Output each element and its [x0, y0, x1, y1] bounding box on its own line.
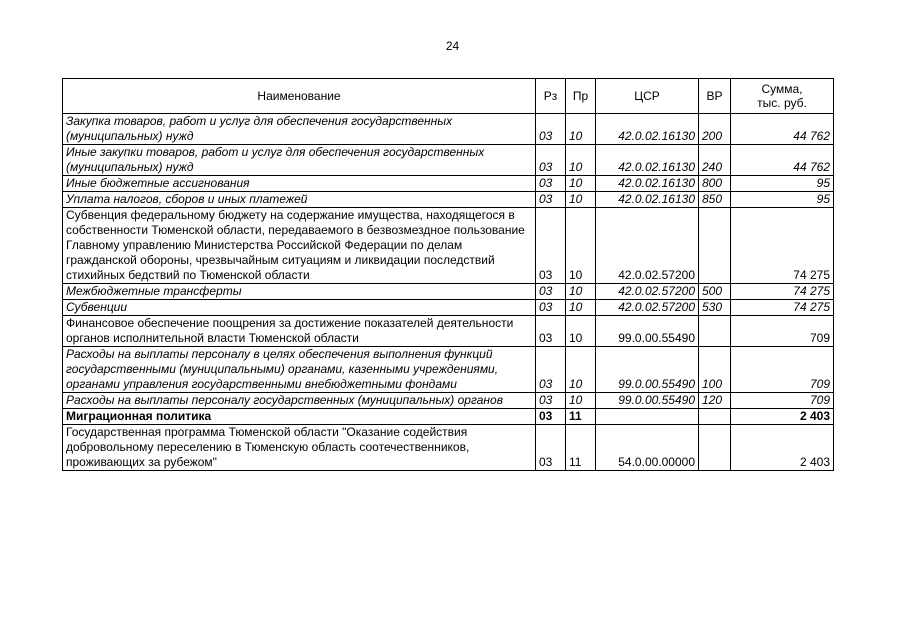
row-sum: 44 762 — [731, 114, 834, 145]
header-pr: Пр — [566, 79, 596, 114]
row-csr: 42.0.02.16130 — [596, 145, 699, 176]
row-name: Миграционная политика — [63, 409, 536, 425]
row-rz: 03 — [536, 114, 566, 145]
row-name: Государственная программа Тюменской области "Оказание содействия добровольному переселению в Тюменскую область соотечественников, проживающих за рубежом" — [63, 425, 536, 471]
row-pr: 10 — [566, 316, 596, 347]
row-csr: 99.0.00.55490 — [596, 393, 699, 409]
row-vr: 100 — [699, 347, 731, 393]
row-sum: 74 275 — [731, 284, 834, 300]
header-rz: Рз — [536, 79, 566, 114]
row-rz: 03 — [536, 208, 566, 284]
row-vr: 850 — [699, 192, 731, 208]
table-row — [63, 300, 834, 316]
row-pr: 10 — [566, 145, 596, 176]
row-vr — [699, 208, 731, 284]
row-pr: 10 — [566, 208, 596, 284]
row-sum: 709 — [731, 316, 834, 347]
table-row — [63, 347, 834, 393]
row-vr: 200 — [699, 114, 731, 145]
table-row — [63, 208, 834, 284]
table-row — [63, 114, 834, 145]
row-csr — [596, 409, 699, 425]
row-name: Субвенции — [63, 300, 536, 316]
row-name: Уплата налогов, сборов и иных платежей — [63, 192, 536, 208]
row-vr — [699, 316, 731, 347]
row-name: Расходы на выплаты персоналу государственных (муниципальных) органов — [63, 393, 536, 409]
row-vr: 800 — [699, 176, 731, 192]
row-rz: 03 — [536, 316, 566, 347]
table-row — [63, 316, 834, 347]
row-pr: 10 — [566, 300, 596, 316]
row-pr: 10 — [566, 192, 596, 208]
table-row — [63, 409, 834, 425]
row-name: Финансовое обеспечение поощрения за достижение показателей деятельности органов исполнительной власти Тюменской области — [63, 316, 536, 347]
table-row — [63, 145, 834, 176]
row-csr: 42.0.02.16130 — [596, 192, 699, 208]
row-sum: 2 403 — [731, 425, 834, 471]
row-sum: 709 — [731, 347, 834, 393]
row-vr: 530 — [699, 300, 731, 316]
row-sum: 95 — [731, 192, 834, 208]
table-row — [63, 425, 834, 471]
row-sum: 74 275 — [731, 300, 834, 316]
row-sum: 95 — [731, 176, 834, 192]
row-csr: 42.0.02.57200 — [596, 284, 699, 300]
row-rz: 03 — [536, 192, 566, 208]
row-sum: 74 275 — [731, 208, 834, 284]
row-vr — [699, 425, 731, 471]
row-rz: 03 — [536, 300, 566, 316]
row-vr: 240 — [699, 145, 731, 176]
row-rz: 03 — [536, 145, 566, 176]
row-rz: 03 — [536, 284, 566, 300]
row-csr: 99.0.00.55490 — [596, 347, 699, 393]
header-csr: ЦСР — [596, 79, 699, 114]
row-csr: 42.0.02.57200 — [596, 300, 699, 316]
row-name: Расходы на выплаты персоналу в целях обеспечения выполнения функций государственными (муниципальными) органами, казенными учреждениями, органами управления государственными внебюджетными фондами — [63, 347, 536, 393]
header-sum-line1: Сумма, — [761, 82, 803, 96]
header-sum-line2: тыс. руб. — [757, 96, 807, 110]
header-name: Наименование — [63, 79, 536, 114]
table-row — [63, 284, 834, 300]
row-rz: 03 — [536, 176, 566, 192]
row-vr: 500 — [699, 284, 731, 300]
row-sum: 2 403 — [731, 409, 834, 425]
row-csr: 99.0.00.55490 — [596, 316, 699, 347]
row-rz: 03 — [536, 425, 566, 471]
row-csr: 42.0.02.16130 — [596, 114, 699, 145]
row-sum: 709 — [731, 393, 834, 409]
table-row — [63, 393, 834, 409]
row-csr: 42.0.02.16130 — [596, 176, 699, 192]
row-rz: 03 — [536, 393, 566, 409]
page-number: 24 — [445, 39, 460, 53]
row-name: Закупка товаров, работ и услуг для обеспечения государственных (муниципальных) нужд — [63, 114, 536, 145]
row-pr: 10 — [566, 347, 596, 393]
row-pr: 11 — [566, 409, 596, 425]
row-vr — [699, 409, 731, 425]
row-name: Межбюджетные трансферты — [63, 284, 536, 300]
row-name: Иные закупки товаров, работ и услуг для обеспечения государственных (муниципальных) нужд — [63, 145, 536, 176]
row-pr: 10 — [566, 114, 596, 145]
budget-table — [62, 78, 834, 471]
row-name: Иные бюджетные ассигнования — [63, 176, 536, 192]
row-name: Субвенция федеральному бюджету на содержание имущества, находящегося в собственности Тюменской области, передаваемого в безвозмездное пользование Главному управлению Министерства Российской Федерации по делам гражданской обороны, чрезвычайным ситуациям и ликвидации последствий стихийных бедствий по Тюменской области — [63, 208, 536, 284]
row-pr: 10 — [566, 284, 596, 300]
row-rz: 03 — [536, 409, 566, 425]
table-header-row — [63, 79, 834, 114]
header-sum — [731, 79, 834, 114]
row-pr: 10 — [566, 176, 596, 192]
row-vr: 120 — [699, 393, 731, 409]
row-sum: 44 762 — [731, 145, 834, 176]
row-pr: 11 — [566, 425, 596, 471]
table-row — [63, 176, 834, 192]
row-csr: 54.0.00.00000 — [596, 425, 699, 471]
table-row — [63, 192, 834, 208]
row-csr: 42.0.02.57200 — [596, 208, 699, 284]
row-rz: 03 — [536, 347, 566, 393]
row-pr: 10 — [566, 393, 596, 409]
header-vr: ВР — [699, 79, 731, 114]
